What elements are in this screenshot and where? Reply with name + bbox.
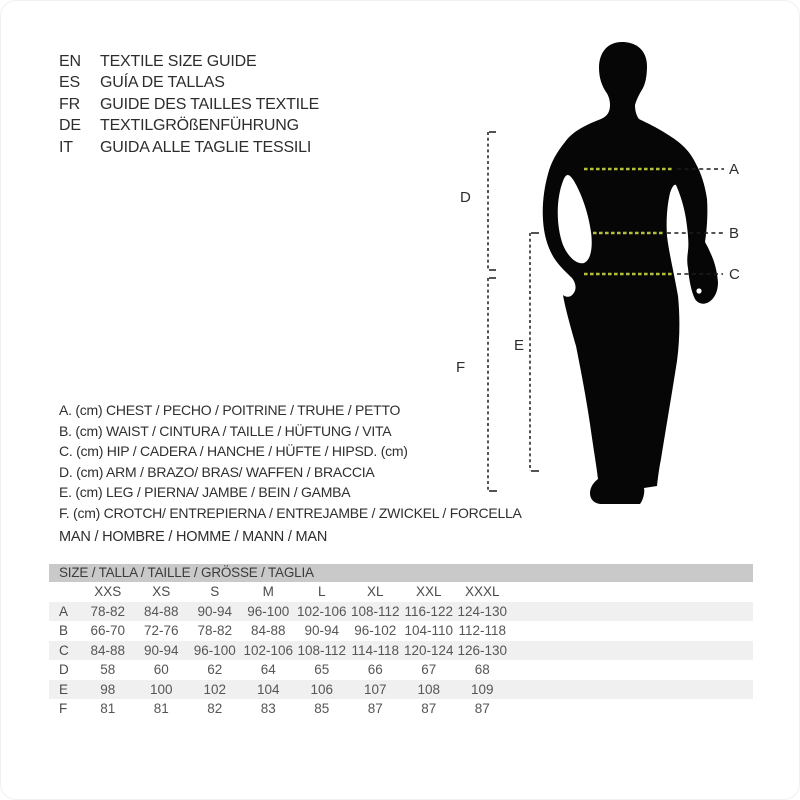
- size-value-cell: 120-124: [403, 642, 454, 658]
- size-value-cell: 109: [470, 681, 494, 697]
- table-column-header-row: [49, 582, 753, 602]
- size-value-cell: 100: [149, 681, 173, 697]
- man-silhouette: [543, 42, 718, 504]
- measurement-legend: [59, 400, 522, 524]
- size-table: [49, 564, 753, 719]
- hand-thumb-notch: [696, 288, 701, 293]
- legend-line: C. (cm) HIP / CADERA / HANCHE / HÜFTE / HIPSD. (cm): [59, 443, 408, 460]
- arm-label: D: [460, 189, 471, 206]
- size-value-cell: 114-118: [351, 642, 400, 658]
- size-value-cell: 102-106: [243, 642, 294, 658]
- table-row: [49, 621, 753, 641]
- size-value-cell: 66: [367, 662, 383, 678]
- size-value-cell: 96-100: [247, 603, 290, 619]
- size-value-cell: 62: [207, 662, 223, 678]
- size-value-cell: 102: [203, 681, 227, 697]
- size-value-cell: 126-130: [457, 642, 508, 658]
- size-value-cell: 83: [260, 701, 276, 717]
- size-value-cell: 87: [474, 701, 490, 717]
- row-label: A: [59, 603, 69, 619]
- size-value-cell: 124-130: [457, 603, 508, 619]
- row-label: E: [59, 681, 69, 697]
- language-code: EN: [59, 52, 81, 70]
- size-value-cell: 108-112: [350, 603, 400, 619]
- language-code: IT: [59, 138, 73, 156]
- category-line: MAN / HOMBRE / HOMME / MANN / MAN: [59, 529, 328, 545]
- language-code: ES: [59, 74, 80, 92]
- leg-measure-ticks: [531, 233, 539, 471]
- size-table-grid: [49, 582, 753, 719]
- size-value-cell: 112-118: [458, 623, 507, 639]
- language-title: GUIDE DES TAILLES TEXTILE: [100, 95, 320, 113]
- row-label: B: [59, 623, 69, 639]
- size-value-cell: 84-88: [250, 623, 286, 639]
- size-value-cell: 108-112: [297, 642, 347, 658]
- size-value-cell: 90-94: [304, 623, 340, 639]
- hip-label: C: [729, 266, 740, 283]
- table-row: [49, 699, 753, 719]
- language-row: [59, 51, 319, 73]
- size-value-cell: 58: [100, 662, 116, 678]
- size-value-cell: 107: [363, 681, 387, 697]
- size-value-cell: 104-110: [404, 623, 454, 639]
- title-language-list: [59, 51, 319, 159]
- column-header: M: [262, 584, 274, 600]
- size-value-cell: 106: [310, 681, 334, 697]
- arm-measure-ticks: [489, 132, 496, 270]
- size-value-cell: 90-94: [197, 603, 233, 619]
- legend-line: D. (cm) ARM / BRAZO/ BRAS/ WAFFEN / BRACCIA: [59, 463, 375, 480]
- row-label: F: [59, 701, 68, 717]
- leg-label: E: [514, 337, 525, 354]
- table-row: [49, 602, 753, 622]
- column-header: XS: [152, 584, 171, 600]
- size-value-cell: 78-82: [197, 623, 233, 639]
- waist-label: B: [729, 225, 740, 242]
- column-header: XXS: [94, 584, 122, 600]
- size-value-cell: 60: [153, 662, 169, 678]
- chest-label: A: [729, 161, 740, 178]
- size-value-cell: 87: [367, 701, 383, 717]
- size-value-cell: 64: [260, 662, 276, 678]
- column-header: XL: [366, 584, 384, 600]
- size-value-cell: 90-94: [143, 642, 179, 658]
- table-row: [49, 641, 753, 661]
- size-value-cell: 65: [314, 662, 330, 678]
- size-value-cell: 104: [256, 681, 280, 697]
- size-value-cell: 96-102: [354, 623, 397, 639]
- size-value-cell: 84-88: [143, 603, 179, 619]
- language-title: GUÍA DE TALLAS: [100, 74, 225, 92]
- size-value-cell: 116-122: [404, 603, 454, 619]
- language-row: [59, 137, 319, 159]
- size-value-cell: 66-70: [90, 623, 126, 639]
- language-title: GUIDA ALLE TAGLIE TESSILI: [100, 138, 312, 156]
- language-row: [59, 116, 319, 138]
- language-row: [59, 94, 319, 116]
- row-label: C: [59, 642, 69, 658]
- legend-line: E. (cm) LEG / PIERNA/ JAMBE / BEIN / GAMBA: [59, 484, 351, 501]
- legend-line: B. (cm) WAIST / CINTURA / TAILLE / HÜFTUNG / VITA: [59, 422, 392, 439]
- column-header: XXXL: [464, 584, 500, 600]
- language-code: DE: [59, 117, 81, 135]
- column-header: S: [210, 584, 220, 600]
- size-value-cell: 85: [314, 701, 330, 717]
- size-value-cell: 82: [207, 701, 223, 717]
- language-row: [59, 73, 319, 95]
- row-label: D: [59, 662, 69, 678]
- table-row: [49, 680, 753, 700]
- language-title: TEXTILE SIZE GUIDE: [100, 52, 257, 70]
- size-value-cell: 72-76: [143, 623, 179, 639]
- legend-line: A. (cm) CHEST / PECHO / POITRINE / TRUHE / PETTO: [59, 402, 401, 418]
- size-value-cell: 68: [474, 662, 490, 678]
- crotch-label: F: [456, 359, 466, 376]
- size-value-cell: 81: [100, 701, 116, 717]
- size-value-cell: 81: [153, 701, 169, 717]
- column-header: XXL: [415, 584, 442, 600]
- language-title: TEXTILGRÖßENFÜHRUNG: [100, 117, 299, 135]
- size-value-cell: 84-88: [90, 642, 126, 658]
- size-value-cell: 102-106: [296, 603, 347, 619]
- legend-line: F. (cm) CROTCH/ ENTREPIERNA / ENTREJAMBE / ZWICKEL / FORCELLA: [59, 504, 522, 521]
- size-value-cell: 78-82: [90, 603, 126, 619]
- column-header: L: [317, 584, 326, 600]
- size-value-cell: 67: [421, 662, 437, 678]
- table-row: [49, 660, 753, 680]
- size-value-cell: 98: [100, 681, 116, 697]
- language-code: FR: [59, 95, 80, 113]
- size-table-header: SIZE / TALLA / TAILLE / GRÖSSE / TAGLIA: [49, 564, 753, 582]
- size-value-cell: 87: [421, 701, 437, 717]
- size-value-cell: 96-100: [193, 642, 236, 658]
- size-value-cell: 108: [417, 681, 441, 697]
